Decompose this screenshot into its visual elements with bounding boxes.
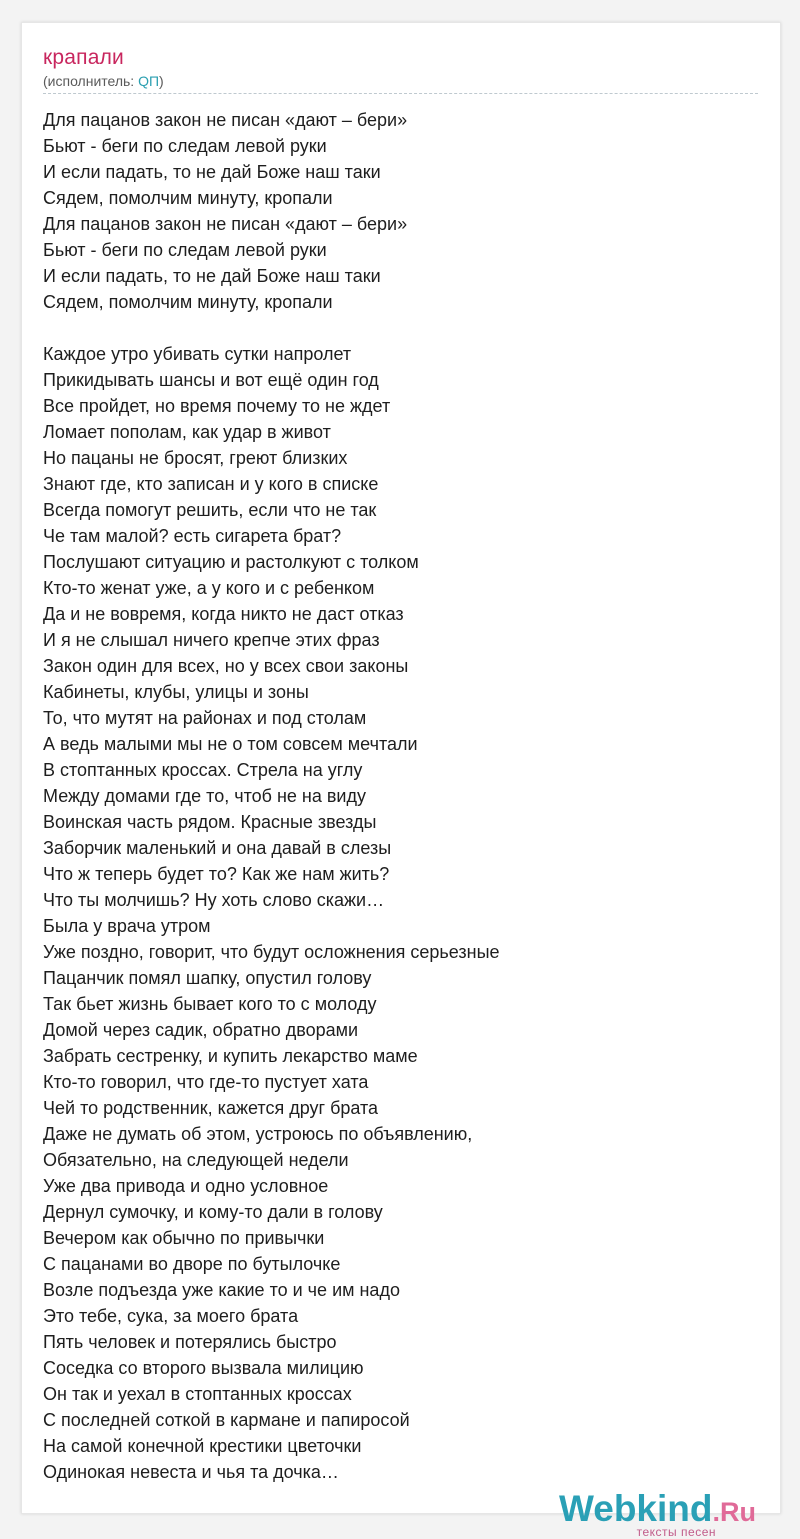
lyric-line: Одинокая невеста и чья та дочка…	[43, 1462, 339, 1482]
lyric-line: Кабинеты, клубы, улицы и зоны	[43, 682, 309, 702]
lyric-line: Возле подъезда уже какие то и че им надо	[43, 1280, 400, 1300]
webkind-logo	[559, 1488, 756, 1539]
lyric-line: На самой конечной крестики цветочки	[43, 1436, 362, 1456]
lyric-line: С пацанами во дворе по бутылочке	[43, 1254, 341, 1274]
lyric-line: Что ж теперь будет то? Как же нам жить?	[43, 864, 390, 884]
song-title: крапали	[43, 46, 124, 69]
lyrics-card	[21, 22, 781, 1539]
logo-brand: Webkind	[559, 1488, 713, 1529]
lyric-line: И если падать, то не дай Боже наш таки	[43, 266, 381, 286]
lyrics-text	[43, 107, 758, 1485]
title-divider	[43, 93, 758, 94]
lyric-line: Сядем, помолчим минуту, кропали	[43, 188, 333, 208]
lyric-line: Вечером как обычно по привычки	[43, 1228, 325, 1248]
lyric-line: Воинская часть рядом. Красные звезды	[43, 812, 377, 832]
lyric-line: Кто-то женат уже, а у кого и с ребенком	[43, 578, 375, 598]
lyric-line: Бьют - беги по следам левой руки	[43, 240, 327, 260]
lyric-line: Все пройдет, но время почему то не ждет	[43, 396, 391, 416]
lyric-line: Для пацанов закон не писан «дают – бери»	[43, 110, 408, 130]
lyric-line: Кто-то говорил, что где-то пустует хата	[43, 1072, 369, 1092]
artist-suffix: )	[159, 73, 164, 89]
lyric-line: Дернул сумочку, и кому-то дали в голову	[43, 1202, 383, 1222]
lyric-line: Между домами где то, чтоб не на виду	[43, 786, 366, 806]
logo-tld: .Ru	[712, 1497, 756, 1527]
lyric-line: Была у врача утром	[43, 916, 211, 936]
logo-tagline: тексты песен	[636, 1525, 716, 1539]
lyric-line: Че там малой? есть сигарета брат?	[43, 526, 342, 546]
lyric-line: И я не слышал ничего крепче этих фраз	[43, 630, 380, 650]
lyric-line: Заборчик маленький и она давай в слезы	[43, 838, 392, 858]
lyric-line: А ведь малыми мы не о том совсем мечтали	[43, 734, 418, 754]
artist-link[interactable]: QП	[138, 73, 160, 89]
lyric-line: Да и не вовремя, когда никто не даст отказ	[43, 604, 404, 624]
stanza-gap	[43, 315, 758, 341]
lyric-line: Чей то родственник, кажется друг брата	[43, 1098, 379, 1118]
lyric-line: Пацанчик помял шапку, опустил голову	[43, 968, 372, 988]
lyric-line: То, что мутят на районах и под столам	[43, 708, 367, 728]
lyric-line: Знают где, кто записан и у кого в списке	[43, 474, 379, 494]
lyric-line: Бьют - беги по следам левой руки	[43, 136, 327, 156]
lyric-line: Пять человек и потерялись быстро	[43, 1332, 337, 1352]
lyric-line: Для пацанов закон не писан «дают – бери»	[43, 214, 408, 234]
lyric-line: Забрать сестренку, и купить лекарство маме	[43, 1046, 418, 1066]
lyric-line: С последней соткой в кармане и папиросой	[43, 1410, 410, 1430]
lyric-line: Сядем, помолчим минуту, кропали	[43, 292, 333, 312]
lyric-line: Послушают ситуацию и растолкуют с толком	[43, 552, 419, 572]
lyric-line: Что ты молчишь? Ну хоть слово скажи…	[43, 890, 385, 910]
lyric-line: Обязательно, на следующей недели	[43, 1150, 349, 1170]
lyric-line: Так бьет жизнь бывает кого то с молоду	[43, 994, 377, 1014]
lyric-line: В стоптанных кроссах. Стрела на углу	[43, 760, 363, 780]
artist-prefix: (исполнитель:	[43, 73, 139, 89]
lyric-line: Закон один для всех, но у всех свои законы	[43, 656, 409, 676]
lyric-line: Это тебе, сука, за моего брата	[43, 1306, 299, 1326]
lyric-line: Всегда помогут решить, если что не так	[43, 500, 377, 520]
lyric-line: Даже не думать об этом, устроюсь по объявлению,	[43, 1124, 473, 1144]
lyric-line: Он так и уехал в стоптанных кроссах	[43, 1384, 352, 1404]
lyric-line: Соседка со второго вызвала милицию	[43, 1358, 364, 1378]
lyric-line: Уже два привода и одно условное	[43, 1176, 329, 1196]
lyric-line: Но пацаны не бросят, греют близких	[43, 448, 348, 468]
lyric-line: Ломает пополам, как удар в живот	[43, 422, 331, 442]
lyric-line: Каждое утро убивать сутки напролет	[43, 344, 352, 364]
artist-line	[43, 73, 164, 89]
lyric-line: И если падать, то не дай Боже наш таки	[43, 162, 381, 182]
lyric-line: Домой через садик, обратно дворами	[43, 1020, 359, 1040]
lyric-line: Уже поздно, говорит, что будут осложнения серьезные	[43, 942, 500, 962]
lyric-line: Прикидывать шансы и вот ещё один год	[43, 370, 379, 390]
